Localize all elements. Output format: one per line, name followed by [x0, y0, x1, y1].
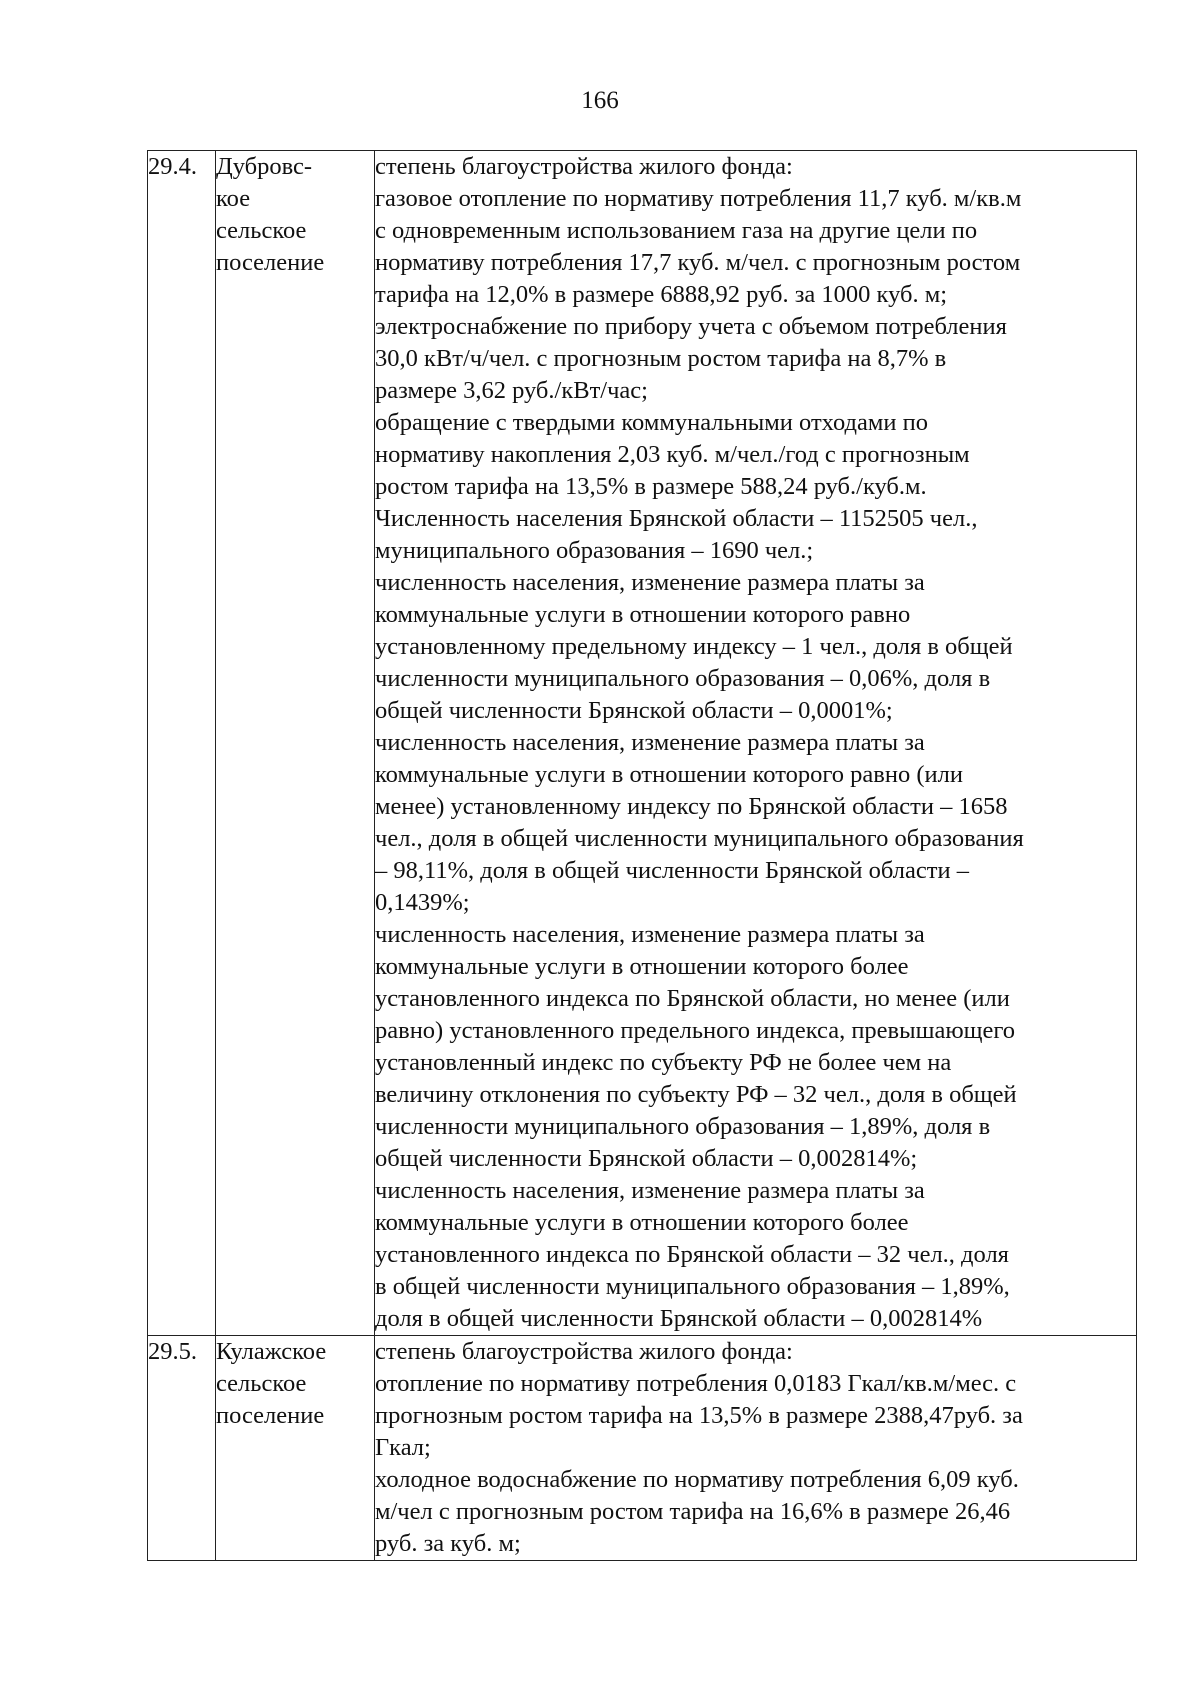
description-line: численность населения, изменение размера платы за	[375, 729, 925, 756]
description-line: степень благоустройства жилого фонда:	[375, 1338, 793, 1365]
settlement-name	[216, 151, 375, 1336]
settlement-name-line: Кулажское	[216, 1338, 327, 1365]
table-body	[148, 151, 1137, 1561]
description-line: нормативу накопления 2,03 куб. м/чел./год с прогнозным	[375, 441, 970, 468]
description-line: газовое отопление по нормативу потребления 11,7 куб. м/кв.м	[375, 185, 1022, 212]
description-line: установленного индекса по Брянской области – 32 чел., доля	[375, 1241, 1009, 1268]
row-number: 29.4.	[148, 151, 216, 1336]
description-line: установленный индекс по субъекту РФ не более чем на	[375, 1049, 952, 1076]
description-line: размере 3,62 руб./кВт/час;	[375, 377, 648, 404]
description-line: прогнозным ростом тарифа на 13,5% в размере 2388,47руб. за	[375, 1402, 1023, 1429]
description-line: тарифа на 12,0% в размере 6888,92 руб. за 1000 куб. м;	[375, 281, 948, 308]
description-line: равно) установленного предельного индекса, превышающего	[375, 1017, 1016, 1044]
settlement-name-line: сельское	[216, 1370, 307, 1397]
description-line: коммунальные услуги в отношении которого более	[375, 1209, 909, 1236]
description-line: коммунальные услуги в отношении которого равно	[375, 601, 911, 628]
description-line: отопление по нормативу потребления 0,0183 Гкал/кв.м/мес. с	[375, 1370, 1017, 1397]
description-line: доля в общей численности Брянской области – 0,002814%	[375, 1305, 983, 1332]
description-line: степень благоустройства жилого фонда:	[375, 153, 793, 180]
description-line: м/чел с прогнозным ростом тарифа на 16,6% в размере 26,46	[375, 1498, 1011, 1525]
tariff-table	[147, 150, 1137, 1561]
description-line: коммунальные услуги в отношении которого равно (или	[375, 761, 963, 788]
description-line: руб. за куб. м;	[375, 1530, 521, 1557]
table-row	[148, 151, 1137, 1336]
description-line: менее) установленному индексу по Брянской области – 1658	[375, 793, 1008, 820]
row-number: 29.5.	[148, 1336, 216, 1561]
description-line: коммунальные услуги в отношении которого более	[375, 953, 909, 980]
description-line: общей численности Брянской области – 0,002814%;	[375, 1145, 918, 1172]
description-line: 30,0 кВт/ч/чел. с прогнозным ростом тарифа на 8,7% в	[375, 345, 947, 372]
description-line: нормативу потребления 17,7 куб. м/чел. с прогнозным ростом	[375, 249, 1021, 276]
settlement-name-line: поселение	[216, 249, 325, 276]
description-line: установленного индекса по Брянской области, но менее (или	[375, 985, 1010, 1012]
description-line: общей численности Брянской области – 0,0001%;	[375, 697, 893, 724]
description-cell	[375, 1336, 1137, 1561]
description-line: численность населения, изменение размера платы за	[375, 1177, 925, 1204]
description-line: – 98,11%, доля в общей численности Брянской области –	[375, 857, 969, 884]
description-line: 0,1439%;	[375, 889, 470, 916]
description-cell	[375, 151, 1137, 1336]
description-line: Численность населения Брянской области – 1152505 чел.,	[375, 505, 978, 532]
settlement-name-line: сельское	[216, 217, 307, 244]
description-line: чел., доля в общей численности муниципального образования	[375, 825, 1024, 852]
description-line: Гкал;	[375, 1434, 431, 1461]
description-line: холодное водоснабжение по нормативу потребления 6,09 куб.	[375, 1466, 1019, 1493]
description-line: численность населения, изменение размера платы за	[375, 569, 925, 596]
settlement-name-line: кое	[216, 185, 251, 212]
description-line: обращение с твердыми коммунальными отходами по	[375, 409, 928, 436]
description-line: ростом тарифа на 13,5% в размере 588,24 руб./куб.м.	[375, 473, 927, 500]
description-line: электроснабжение по прибору учета с объемом потребления	[375, 313, 1007, 340]
description-line: с одновременным использованием газа на другие цели по	[375, 217, 978, 244]
description-line: установленному предельному индексу – 1 чел., доля в общей	[375, 633, 1013, 660]
description-line: численности муниципального образования – 0,06%, доля в	[375, 665, 991, 692]
description-line: численность населения, изменение размера платы за	[375, 921, 925, 948]
settlement-name-line: Дубровс-	[216, 153, 313, 180]
settlement-name-line: поселение	[216, 1402, 325, 1429]
table-row	[148, 1336, 1137, 1561]
description-line: муниципального образования – 1690 чел.;	[375, 537, 814, 564]
description-line: в общей численности муниципального образования – 1,89%,	[375, 1273, 1010, 1300]
page-number: 166	[581, 87, 619, 114]
description-line: численности муниципального образования – 1,89%, доля в	[375, 1113, 991, 1140]
settlement-name	[216, 1336, 375, 1561]
description-line: величину отклонения по субъекту РФ – 32 чел., доля в общей	[375, 1081, 1017, 1108]
